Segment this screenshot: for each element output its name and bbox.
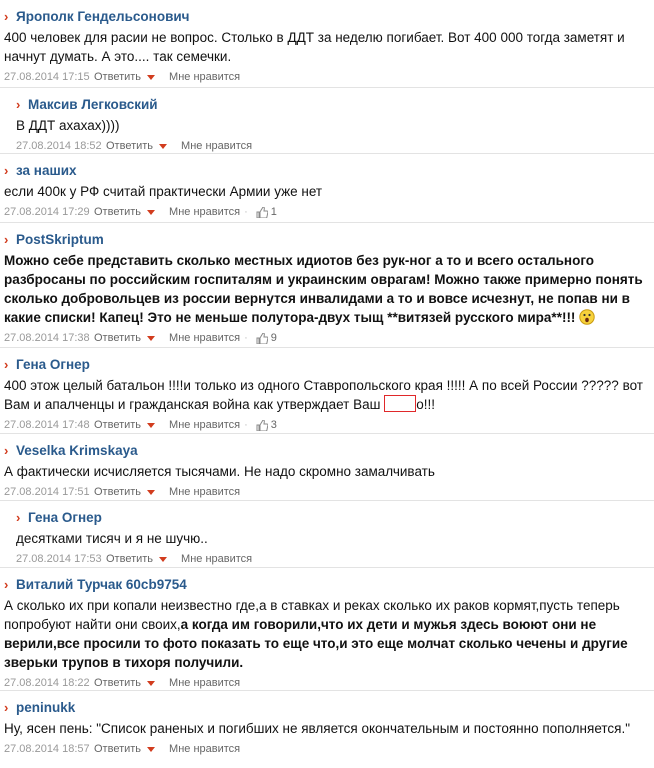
reply-button[interactable]: Ответить xyxy=(94,677,142,689)
comment xyxy=(0,568,654,691)
reply-button[interactable]: Ответить xyxy=(94,419,142,431)
thumbs-up-icon xyxy=(256,207,268,218)
arrow-icon: › xyxy=(4,8,9,24)
comment-text: десятками тисяч и я не шучю.. xyxy=(16,531,208,546)
reply-button[interactable]: Ответить xyxy=(94,332,142,344)
dislike-button[interactable]: Мне нравится xyxy=(169,206,241,218)
comment xyxy=(0,223,654,348)
arrow-icon: › xyxy=(4,576,9,592)
reply-button[interactable]: Ответить xyxy=(94,206,142,218)
arrow-icon: › xyxy=(4,699,9,715)
caret-down-icon[interactable] xyxy=(159,144,167,149)
comment-author[interactable]: PostSkriptum xyxy=(16,231,104,247)
caret-down-icon[interactable] xyxy=(147,210,155,215)
comment-text: 400 человек для расии не вопрос. Столько в ДДТ за неделю погибает. Вот 400 000 тогда заметят и начнут думать. А это.... так семечки. xyxy=(4,30,625,64)
comment-text: Можно себе представить сколько местных идиотов без рук-ног а то и всего остального разбросаны по российским госпиталям и украинским оврагам! Можно также примерно понять сколько добровольцев из россии вернутся инвалидами а то и вовсе исчезнут, не попав ни в какие списки! Капец! Это не меньше полутора-двух тыщ **витязей русского мира**!!! xyxy=(4,253,643,325)
arrow-icon: › xyxy=(4,442,9,458)
caret-down-icon[interactable] xyxy=(147,423,155,428)
arrow-icon: › xyxy=(4,356,9,372)
comment-text: А сколько их при копали неизвестно где,а в ставках и реках сколько их раков кормят,пусть теперь попробуют найти они своих,а когда им говорили,что их дети и мужья здесь воюют они не верили,все просили то фото показать то еще что,и это еще молчат сколько чечены и другие зверьки трупов в тихоря получили. xyxy=(4,598,628,670)
dislike-button[interactable]: Мне нравится xyxy=(169,486,241,498)
separator: · xyxy=(244,206,248,218)
comment-date: 27.08.2014 18:22 xyxy=(4,677,90,689)
dislike-button[interactable]: Мне нравится xyxy=(169,71,241,83)
like-count: 1 xyxy=(270,206,277,218)
like-count: 9 xyxy=(270,332,277,344)
comment-date: 27.08.2014 17:15 xyxy=(4,71,90,83)
dislike-button[interactable]: Мне нравится xyxy=(169,332,241,344)
separator: · xyxy=(244,332,248,344)
caret-down-icon[interactable] xyxy=(147,747,155,752)
comment xyxy=(0,434,654,501)
comment-date: 27.08.2014 18:52 xyxy=(16,140,102,152)
caret-down-icon[interactable] xyxy=(159,557,167,562)
comment-author[interactable]: Ярополк Гендельсонович xyxy=(16,8,190,24)
separator: · xyxy=(244,419,248,431)
arrow-icon: › xyxy=(16,96,21,112)
dislike-button[interactable]: Мне нравится xyxy=(181,553,253,565)
like-button[interactable] xyxy=(252,419,277,431)
comment-author[interactable]: Максив Легковский xyxy=(28,96,158,112)
comment xyxy=(0,154,654,223)
comment-author[interactable]: Гена Огнер xyxy=(16,356,90,372)
comment-date: 27.08.2014 17:38 xyxy=(4,332,90,344)
comment-text: если 400к у РФ считай практически Армии уже нет xyxy=(4,184,323,199)
comment-date: 27.08.2014 17:29 xyxy=(4,206,90,218)
caret-down-icon[interactable] xyxy=(147,75,155,80)
reply-button[interactable]: Ответить xyxy=(94,486,142,498)
dislike-button[interactable]: Мне нравится xyxy=(169,419,241,431)
surprised-smiley-icon xyxy=(579,309,595,325)
reply-button[interactable]: Ответить xyxy=(106,553,154,565)
thumbs-up-icon xyxy=(256,420,268,431)
comment-author[interactable]: Виталий Турчак 60cb9754 xyxy=(16,576,187,592)
arrow-icon: › xyxy=(16,509,21,525)
comment-date: 27.08.2014 17:53 xyxy=(16,553,102,565)
comment-date: 27.08.2014 18:57 xyxy=(4,743,90,755)
reply-button[interactable]: Ответить xyxy=(106,140,154,152)
dislike-button[interactable]: Мне нравится xyxy=(181,140,253,152)
comment xyxy=(0,501,654,568)
reply-button[interactable]: Ответить xyxy=(94,71,142,83)
caret-down-icon[interactable] xyxy=(147,490,155,495)
like-button[interactable] xyxy=(252,332,277,344)
arrow-icon: › xyxy=(4,162,9,178)
comment xyxy=(0,691,654,758)
comment-text: В ДДТ ахахах)))) xyxy=(16,118,120,133)
thumbs-up-icon xyxy=(256,333,268,344)
dislike-button[interactable]: Мне нравится xyxy=(169,743,241,755)
comment xyxy=(0,88,654,154)
caret-down-icon[interactable] xyxy=(147,336,155,341)
like-count: 3 xyxy=(270,419,277,431)
comment-date: 27.08.2014 17:48 xyxy=(4,419,90,431)
reply-button[interactable]: Ответить xyxy=(94,743,142,755)
like-button[interactable] xyxy=(252,206,277,218)
caret-down-icon[interactable] xyxy=(147,681,155,686)
comment-author[interactable]: Гена Огнер xyxy=(28,509,102,525)
comment-author[interactable]: за наших xyxy=(16,162,77,178)
comment-text: Ну, ясен пень: "Список раненых и погибших не является окончательным и постоянно пополняется." xyxy=(4,721,631,736)
comment-date: 27.08.2014 17:51 xyxy=(4,486,90,498)
dislike-button[interactable]: Мне нравится xyxy=(169,677,241,689)
arrow-icon: › xyxy=(4,231,9,247)
comment-text: 400 этож целый батальон !!!!и только из одного Ставропольского края !!!!! А по всей России ????? вот Вам и апалченцы и гражданская война как утверждает Ваш о!!! xyxy=(4,378,643,412)
comment-text: А фактически исчисляется тысячами. Не надо скромно замалчивать xyxy=(4,464,435,479)
comment-author[interactable]: peninukk xyxy=(16,699,76,715)
comment-author[interactable]: Veselka Krimskaya xyxy=(16,442,138,458)
comment xyxy=(0,348,654,434)
censored-word-box xyxy=(384,395,416,412)
comment xyxy=(0,0,654,88)
